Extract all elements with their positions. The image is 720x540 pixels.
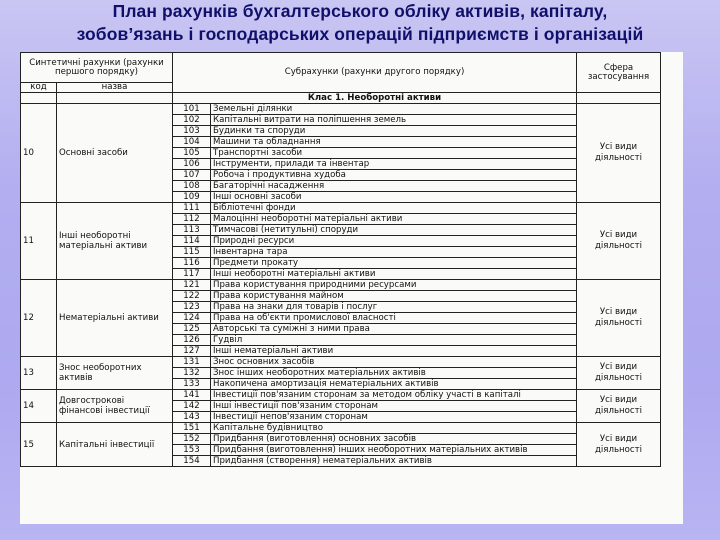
scope-cell: Усі види діяльності [577,104,661,203]
subaccount-name: Знос основних засобів [211,357,577,368]
subaccount-code: 121 [173,280,211,291]
subaccount-code: 101 [173,104,211,115]
subaccount-code: 133 [173,379,211,390]
subaccount-code: 125 [173,324,211,335]
subaccount-code: 107 [173,170,211,181]
subaccount-code: 123 [173,302,211,313]
header-code: код [21,83,57,93]
scope-cell: Усі види діяльності [577,357,661,390]
scope-cell: Усі види діяльності [577,280,661,357]
subaccount-code: 153 [173,445,211,456]
subaccount-code: 114 [173,236,211,247]
subaccount-code: 131 [173,357,211,368]
subaccount-name: Інструменти, прилади та інвентар [211,159,577,170]
scope-cell: Усі види діяльності [577,390,661,423]
subaccount-name: Будинки та споруди [211,126,577,137]
subaccount-code: 106 [173,159,211,170]
synthetic-code: 15 [21,423,57,467]
scanned-document [20,52,683,524]
chart-of-accounts-table [20,52,661,467]
subaccount-code: 143 [173,412,211,423]
subaccount-code: 111 [173,203,211,214]
subaccount-code: 141 [173,390,211,401]
table-row [21,357,661,368]
title-line-2: зобов’язань і господарських операцій підприємств і організацій [76,24,644,44]
subaccount-code: 117 [173,269,211,280]
subaccount-code: 109 [173,192,211,203]
scope-cell: Усі види діяльності [577,203,661,280]
table-row [21,203,661,214]
table-row [21,423,661,434]
subaccount-code: 104 [173,137,211,148]
subaccount-name: Тимчасові (нетитульні) споруди [211,225,577,236]
subaccount-code: 151 [173,423,211,434]
subaccount-name: Багаторічні насадження [211,181,577,192]
subaccount-code: 108 [173,181,211,192]
subaccount-name: Капітальні витрати на поліпшення земель [211,115,577,126]
subaccount-code: 124 [173,313,211,324]
subaccount-code: 115 [173,247,211,258]
subaccount-name: Інвестиції пов'язаним сторонам за методом обліку участі в капіталі [211,390,577,401]
subaccount-code: 113 [173,225,211,236]
subaccount-code: 142 [173,401,211,412]
title-line-1: План рахунків бухгалтерського обліку активів, капіталу, [112,1,608,21]
subaccount-name: Інвентарна тара [211,247,577,258]
table-row [21,280,661,291]
subaccount-name: Робоча і продуктивна худоба [211,170,577,181]
class-row: Клас 1. Необоротні активи [173,93,577,104]
subaccount-code: 103 [173,126,211,137]
subaccount-name: Права на знаки для товарів і послуг [211,302,577,313]
synthetic-name: Довгострокові фінансові інвестиції [57,390,173,423]
synthetic-name: Знос необоротних активів [57,357,173,390]
table-row [21,390,661,401]
subaccount-name: Знос інших необоротних матеріальних активів [211,368,577,379]
header-name: назва [57,83,173,93]
subaccount-name: Права користування майном [211,291,577,302]
subaccount-name: Малоцінні необоротні матеріальні активи [211,214,577,225]
subaccount-name: Земельні ділянки [211,104,577,115]
subaccount-name: Гудвіл [211,335,577,346]
subaccount-name: Придбання (виготовлення) інших необоротних матеріальних активів [211,445,577,456]
subaccount-code: 122 [173,291,211,302]
synthetic-name: Інші необоротні матеріальні активи [57,203,173,280]
header-synthetic: Синтетичні рахунки (рахунки першого порядку) [21,53,173,83]
subaccount-name: Інші нематеріальні активи [211,346,577,357]
subaccount-name: Транспортні засоби [211,148,577,159]
subaccount-name: Машини та обладнання [211,137,577,148]
synthetic-code: 12 [21,280,57,357]
subaccount-code: 105 [173,148,211,159]
synthetic-name: Нематеріальні активи [57,280,173,357]
subaccount-code: 102 [173,115,211,126]
subaccount-name: Інші інвестиції пов'язаним сторонам [211,401,577,412]
subaccount-code: 152 [173,434,211,445]
subaccount-code: 112 [173,214,211,225]
subaccount-code: 127 [173,346,211,357]
subaccount-name: Інші основні засоби [211,192,577,203]
table-row [21,104,661,115]
subaccount-code: 126 [173,335,211,346]
subaccount-name: Придбання (виготовлення) основних засобів [211,434,577,445]
subaccount-code: 154 [173,456,211,467]
subaccount-name: Бібліотечні фонди [211,203,577,214]
subaccount-name: Права користування природними ресурсами [211,280,577,291]
synthetic-code: 13 [21,357,57,390]
subaccount-name: Авторські та суміжні з ними права [211,324,577,335]
header-scope: Сфера застосування [577,53,661,93]
subaccount-name: Предмети прокату [211,258,577,269]
subaccount-code: 116 [173,258,211,269]
subaccount-name: Права на об'єкти промислової власності [211,313,577,324]
synthetic-code: 10 [21,104,57,203]
subaccount-name: Природні ресурси [211,236,577,247]
synthetic-code: 14 [21,390,57,423]
scope-cell: Усі види діяльності [577,423,661,467]
subaccount-name: Інвестиції непов'язаним сторонам [211,412,577,423]
synthetic-name: Капітальні інвестиції [57,423,173,467]
subaccount-name: Придбання (створення) нематеріальних активів [211,456,577,467]
subaccount-code: 132 [173,368,211,379]
subaccount-name: Інші необоротні матеріальні активи [211,269,577,280]
subaccount-name: Капітальне будівництво [211,423,577,434]
synthetic-name: Основні засоби [57,104,173,203]
synthetic-code: 11 [21,203,57,280]
header-subaccounts: Субрахунки (рахунки другого порядку) [173,53,577,93]
page-title [0,0,720,46]
subaccount-name: Накопичена амортизація нематеріальних активів [211,379,577,390]
